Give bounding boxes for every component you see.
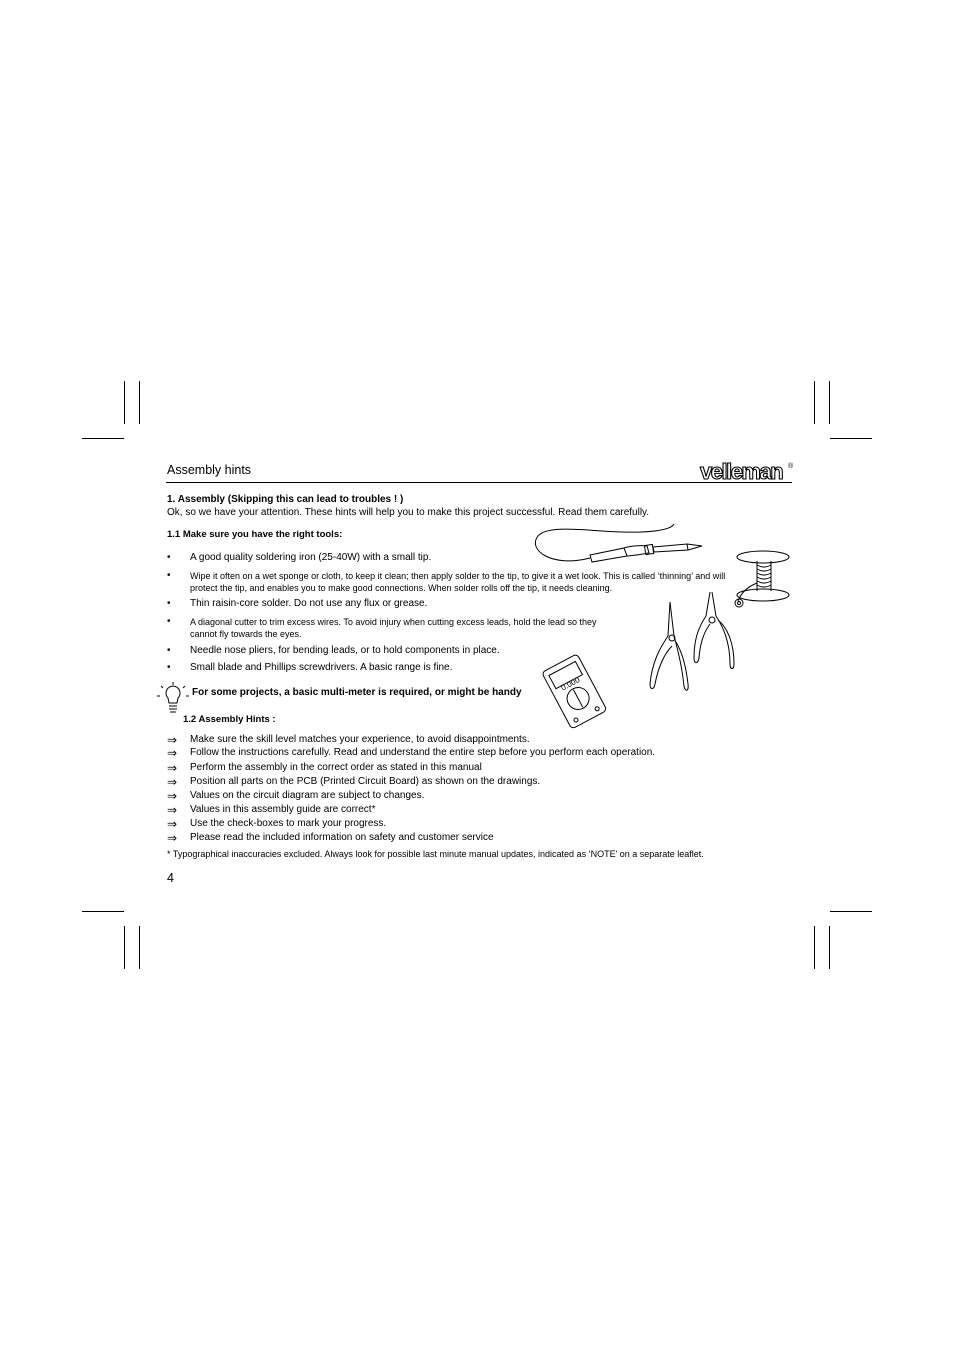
solder-spool-icon (733, 549, 795, 611)
multimeter-icon (542, 654, 612, 726)
soldering-iron-icon (532, 520, 704, 570)
arrow-icon: ⇒ (167, 733, 178, 747)
arrow-icon: ⇒ (167, 831, 178, 845)
assembly-heading: 1. Assembly (Skipping this can lead to troubles ! ) (167, 494, 404, 505)
arrow-icon: ⇒ (167, 817, 178, 831)
meter-display-text: 0.000 (559, 675, 582, 693)
header-rule (166, 482, 792, 483)
arrow-icon: ⇒ (167, 803, 178, 817)
arrow-icon: ⇒ (167, 761, 178, 775)
pliers-icon (646, 588, 738, 694)
multimeter-tip: For some projects, a basic multi-meter is required, or might be handy (192, 687, 522, 698)
footnote: * Typographical inaccuracies excluded. Always look for possible last minute manual updates, indicated as ‘NOTE’ on a separate leaflet. (167, 849, 704, 859)
svg-text:®: ® (788, 463, 794, 470)
arrow-icon: ⇒ (167, 746, 178, 760)
arrow-icon: ⇒ (167, 789, 178, 803)
assembly-intro: Ok, so we have your attention. These hints will help you to make this project successful. Read them carefully. (167, 507, 650, 518)
arrow-icon: ⇒ (167, 775, 178, 789)
tools-heading: 1.1 Make sure you have the right tools: (167, 529, 343, 540)
velleman-logo (700, 460, 795, 484)
hints-heading: 1.2 Assembly Hints : (183, 714, 276, 725)
page-number: 4 (167, 871, 174, 885)
brand-wordmark: velleman (700, 459, 783, 484)
section-title: Assembly hints (167, 463, 252, 477)
